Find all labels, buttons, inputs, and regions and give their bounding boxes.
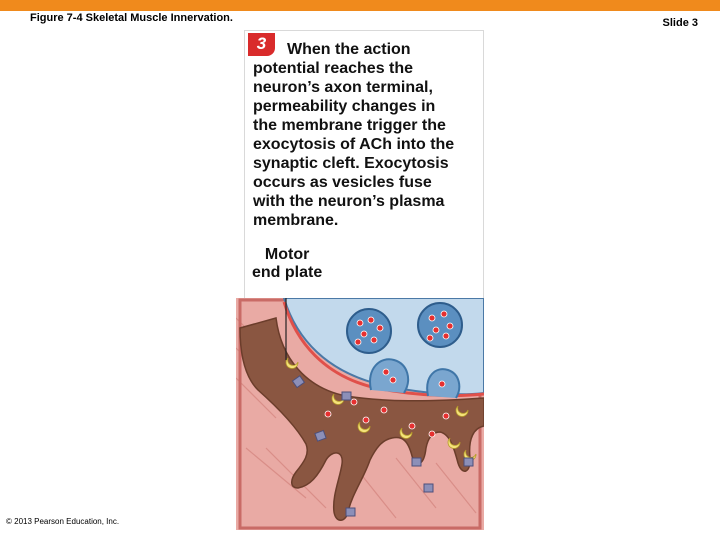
step-description: When the action potential reaches the neuron’s axon terminal, permeability changes in the membrane trigger the exocytosis of ACh into the synaptic cleft. Exocytosis occurs as vesicles fuse with the neuron’s plasma membrane. xyxy=(253,41,455,229)
top-accent-bar xyxy=(0,0,720,11)
motor-end-plate-label: Motor end plate xyxy=(252,246,323,281)
figure-title: Figure 7-4 Skeletal Muscle Innervation. xyxy=(30,12,233,24)
copyright-notice: © 2013 Pearson Education, Inc. xyxy=(6,517,120,526)
slide-number: Slide 3 xyxy=(662,17,698,29)
step-number-badge: 3 xyxy=(248,33,275,56)
neuromuscular-junction-diagram xyxy=(236,298,484,530)
